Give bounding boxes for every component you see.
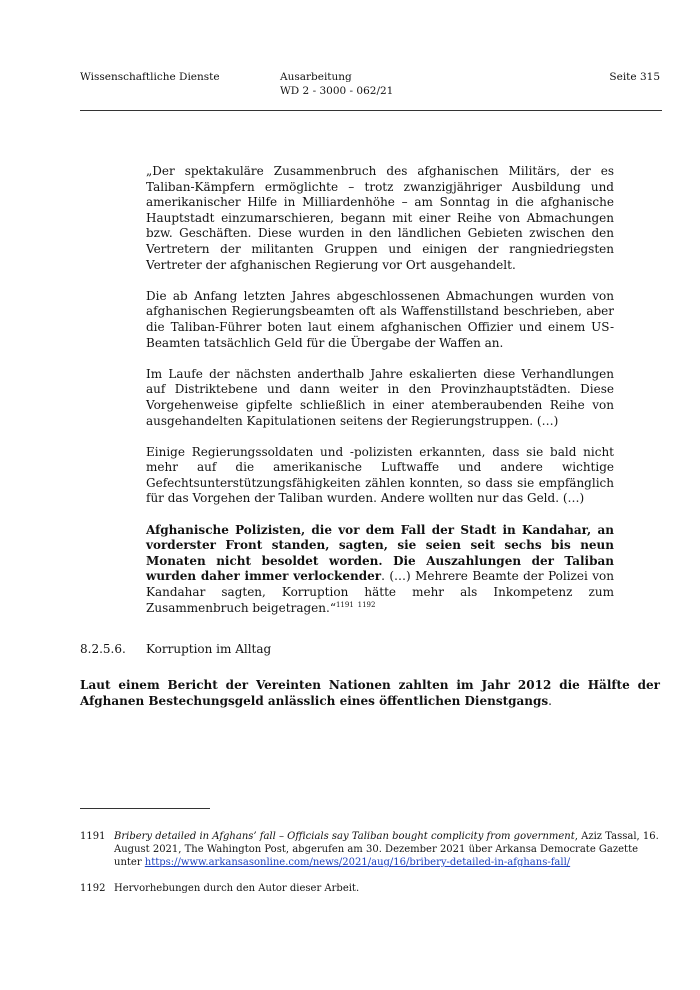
- header-page-number: Seite 315: [609, 71, 660, 83]
- footnote-ref-1192[interactable]: 1192: [357, 600, 376, 609]
- footnote-source-title: Bribery detailed in Afghans’ fall – Officials say Taliban bought complicity from government: [114, 831, 575, 842]
- footnote-source-link[interactable]: https://www.arkansasonline.com/news/2021/aug/16/bribery-detailed-in-afghans-fall/: [144, 857, 571, 868]
- quote-paragraph-4: Einige Regierungssoldaten und -polizisten erkannten, dass sie bald nicht mehr auf die amerikanische Luftwaffe und andere wichtige Gefechtsunterstützungsfähigkeiten zählen konnten, so dass sie empfänglich für das Vorgehen der Taliban wurden. Andere wollten nur das Geld. (…): [146, 444, 614, 506]
- footnote-number: 1191: [80, 831, 106, 842]
- footnote-body: [114, 830, 660, 869]
- quote-paragraph-1: „Der spektakuläre Zusammenbruch des afghanischen Militärs, der es Taliban-Kämpfern ermöglichte – trotz zwanzigjähriger Ausbildung und amerikanischer Hilfe in Milliardenhöhe – am Sonntag in die afghanische Hauptstadt einzumarschieren, begann mit einer Reihe von Abmachungen bzw. Geschäften. Diese wurden in den ländlichen Gebieten zwischen den Vertretern der militanten Gruppen und einigen der rangniedriegsten Vertreter der afghanischen Regierung vor Ort ausgehandelt.: [146, 164, 614, 272]
- footnote-body: Hervorhebungen durch den Autor dieser Arbeit.: [114, 883, 360, 894]
- footnote-ref-1191[interactable]: 1191: [335, 600, 354, 609]
- quote-paragraph-5: [146, 523, 614, 617]
- quote-paragraph-2: Die ab Anfang letzten Jahres abgeschlossenen Abmachungen wurden von afghanischen Regierungsbeamten oft als Waffenstillstand beschrieben, aber die Taliban-Führer boten laut einem afghanischen Offizier und einem US-Beamten tatsächlich Geld für die Übergabe der Waffen an.: [146, 288, 614, 350]
- quote-paragraph-3: Im Laufe der nächsten anderthalb Jahre eskalierten diese Verhandlungen auf Distriktebene und dann weiter in den Provinzhauptstädten. Diese Vorgehenweise gipfelte schließlich in einer atemberaubenden Reihe von ausgehandelten Kapitulationen seitens der Regierungstruppen. (…): [146, 366, 614, 428]
- quote-paragraph-5-rest: . (…) Mehrere Beamte der Polizei von Kandahar sagten, Korruption hätte mehr als Inkompetenz zum Zusammenbruch beigetragen.“: [146, 569, 614, 615]
- footnote-divider: [80, 808, 210, 809]
- lead-end: .: [548, 693, 552, 708]
- footnote-number: 1192: [80, 883, 106, 894]
- section-number: 8.2.5.6.: [80, 642, 126, 656]
- lead-paragraph: [80, 678, 660, 709]
- header-document-info: [280, 70, 393, 98]
- header-organization: Wissenschaftliche Dienste: [80, 71, 220, 83]
- section-title: Korruption im Alltag: [146, 642, 272, 656]
- lead-bold-text: Laut einem Bericht der Vereinten Nationen zahlten im Jahr 2012 die Hälfte der Afghanen Bestechungsgeld anlässlich eines öffentlichen Dienstgangs: [80, 678, 660, 708]
- header-doc-type: Ausarbeitung: [280, 71, 352, 83]
- quote-emphasis: Afghanische Polizisten, die vor dem Fall der Stadt in Kandahar, an vorderster Front standen, sagten, sie seien seit sechs bis neun Monaten nicht besoldet worden. Die Auszahlungen der Taliban wurden daher immer verlockender: [146, 522, 614, 584]
- block-quote: [146, 164, 614, 616]
- header-divider: [80, 110, 662, 111]
- footnote-1191: [80, 830, 660, 869]
- footnote-1192: [80, 882, 660, 895]
- page-header: [80, 70, 660, 110]
- footnote-source-details: , Aziz Tassal, 16. August 2021, The Wahington Post, abgerufen am 30. Dezember 2021 über Arkansa Democrate Gazette unter: [114, 831, 659, 868]
- header-doc-ref: WD 2 - 3000 - 062/21: [280, 85, 394, 97]
